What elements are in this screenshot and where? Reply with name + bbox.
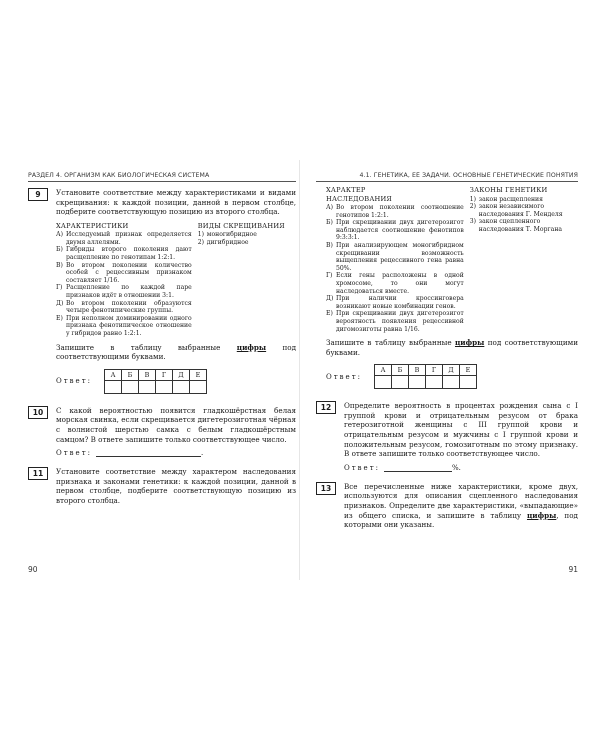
- answer-line: Ответ: .: [56, 449, 204, 458]
- answer-cell[interactable]: [105, 380, 122, 393]
- task-number-box: 13: [316, 482, 336, 495]
- instruction-text: Запишите в таблицу выбранные цифры под соответствующими буквами.: [56, 342, 297, 362]
- answer-cell[interactable]: [426, 376, 443, 389]
- answer-blank[interactable]: [384, 463, 452, 472]
- column-title: ХАРАКТЕРИСТИКИ: [56, 221, 129, 230]
- list-item: В) При анализирующем моногибридном скрещивании возможность выщепления рецессивного гена равна 50%.: [326, 241, 464, 272]
- answer-blank[interactable]: [96, 448, 201, 457]
- list-item: 3) закон сцепленного наследования Т. Моргана: [469, 218, 563, 233]
- answer-cell[interactable]: [156, 380, 173, 393]
- list-item: Б) При скрещивании двух дигетерозигот наблюдается соотношение фенотипов 9:3:3:1.: [326, 219, 464, 242]
- list-item: А) Во втором поколении соотношение генотипов 1:2:1.: [326, 204, 464, 219]
- list-item: Е) При неполном доминировании одного признака фенотипическое отношение у гибридов равно 1:2:1.: [56, 314, 192, 337]
- answer-cell[interactable]: [460, 376, 477, 389]
- answer-cell[interactable]: [443, 376, 460, 389]
- list-item: 2) дигибридное: [197, 238, 249, 246]
- task-text: Все перечисленные ниже характеристики, кроме двух, используются для описания сцепленного наследования признаков. Определите две характеристики, «выпадающие» из общего списка, и запишите в таблицу цифры, под которыми они указаны.: [344, 481, 578, 530]
- answer-row: [326, 364, 578, 389]
- list-item: В) Во втором поколении количество особей с рецессивным признаком составляет 1/16.: [56, 261, 192, 284]
- task-11-continued: [316, 186, 578, 389]
- task-10: [28, 406, 296, 457]
- task-11: [28, 467, 296, 505]
- list-item: 1) моногибридное: [197, 231, 257, 239]
- task-number-box: 11: [28, 467, 48, 480]
- page-number: 91: [568, 565, 578, 574]
- page-number: 90: [28, 565, 38, 574]
- page-fold: [299, 160, 300, 580]
- list-item: Д) Во втором поколении образуются четыре фенотипические группы.: [56, 299, 192, 315]
- list-item: Б) Гибриды второго поколения дают расщепление по генотипам 1:2:1.: [56, 246, 192, 262]
- task-9: [28, 188, 296, 394]
- task-number-box: 10: [28, 406, 48, 419]
- answer-line: Ответ: %.: [344, 463, 461, 472]
- left-page: [28, 172, 296, 582]
- list-item: Г) Если гены расположены в одной хромосоме, то они могут наследоваться вместе.: [326, 272, 464, 295]
- list-item: Д) При наличии кроссинговера возникают новые комбинации генов.: [326, 295, 464, 310]
- list-item: Г) Расщепление по каждой паре признаков идёт в отношении 3:1.: [56, 284, 192, 300]
- matching-columns: [326, 186, 578, 333]
- task-text: Установите соответствие между характером наследования признака и законами генетики: к каждой позиции, данной в первом столбце, подберите соответствующую позицию из второго столбца.: [56, 467, 296, 505]
- answer-cell[interactable]: [190, 380, 207, 393]
- answer-cell[interactable]: [409, 376, 426, 389]
- task-13: [316, 482, 578, 530]
- column-title: ХАРАКТЕР НАСЛЕДОВАНИЯ: [326, 186, 392, 203]
- task-number-box: 9: [28, 188, 48, 201]
- task-text: Определите вероятность в процентах рождения сына с I группой крови и отрицательным резусом от брака гетерозиготной женщины с III группой крови и отрицательным резусом и мужчины с I группой крови и положительным резусом, гомозиготным по этому признаку. В ответе запишите только соответствующее число.: [344, 401, 578, 459]
- right-running-header: 4.1. ГЕНЕТИКА, ЕЁ ЗАДАЧИ. ОСНОВНЫЕ ГЕНЕТИЧЕСКИЕ ПОНЯТИЯ: [316, 172, 578, 182]
- answer-cell[interactable]: [392, 376, 409, 389]
- task-12: [316, 401, 578, 472]
- answer-cell[interactable]: [173, 380, 190, 393]
- answer-cell[interactable]: [375, 376, 392, 389]
- task-number-box: 12: [316, 401, 336, 414]
- task-text: Установите соответствие между характеристиками и видами скрещивания: к каждой позиции, данной в первом столбце, подберите соответствующую позицию из второго столбца.: [56, 188, 296, 217]
- answer-table: А Б В Г Д Е: [374, 364, 477, 389]
- answer-cell[interactable]: [139, 380, 156, 393]
- answer-label: Ответ:: [344, 463, 380, 472]
- answer-cell[interactable]: [122, 380, 139, 393]
- answer-label: Ответ:: [56, 449, 92, 458]
- instruction-text: Запишите в таблицу выбранные цифры под соответствующими буквами.: [326, 338, 578, 357]
- list-item: Е) При скрещивании двух дигетерозигот вероятность появления рецессивной дигомозиготы равна 1/16.: [326, 310, 464, 333]
- matching-columns: [56, 222, 296, 338]
- answer-table: А Б В Г Д Е: [104, 369, 207, 394]
- list-item: А) Исследуемый признак определяется двумя аллелями.: [56, 231, 192, 246]
- column-title: ВИДЫ СКРЕЩИВАНИЯ: [197, 221, 285, 230]
- list-item: 2) закон независимого наследования Г. Менделя: [469, 203, 563, 218]
- answer-label: Ответ:: [326, 372, 362, 381]
- answer-row: [56, 369, 296, 394]
- left-running-header: РАЗДЕЛ 4. ОРГАНИЗМ КАК БИОЛОГИЧЕСКАЯ СИСТЕМА: [28, 172, 296, 182]
- column-title: ЗАКОНЫ ГЕНЕТИКИ: [469, 186, 548, 194]
- right-page: [316, 172, 578, 582]
- list-item: 1) закон расщепления: [469, 195, 543, 203]
- task-text: С какой вероятностью появится гладкошёрстная белая морская свинка, если скрещивается дигетерозиготная чёрная с волнистой шерстью самка с белым гладкошёрстным самцом? В ответе запишите только соответствующее число.: [56, 405, 296, 444]
- answer-label: Ответ:: [56, 377, 92, 386]
